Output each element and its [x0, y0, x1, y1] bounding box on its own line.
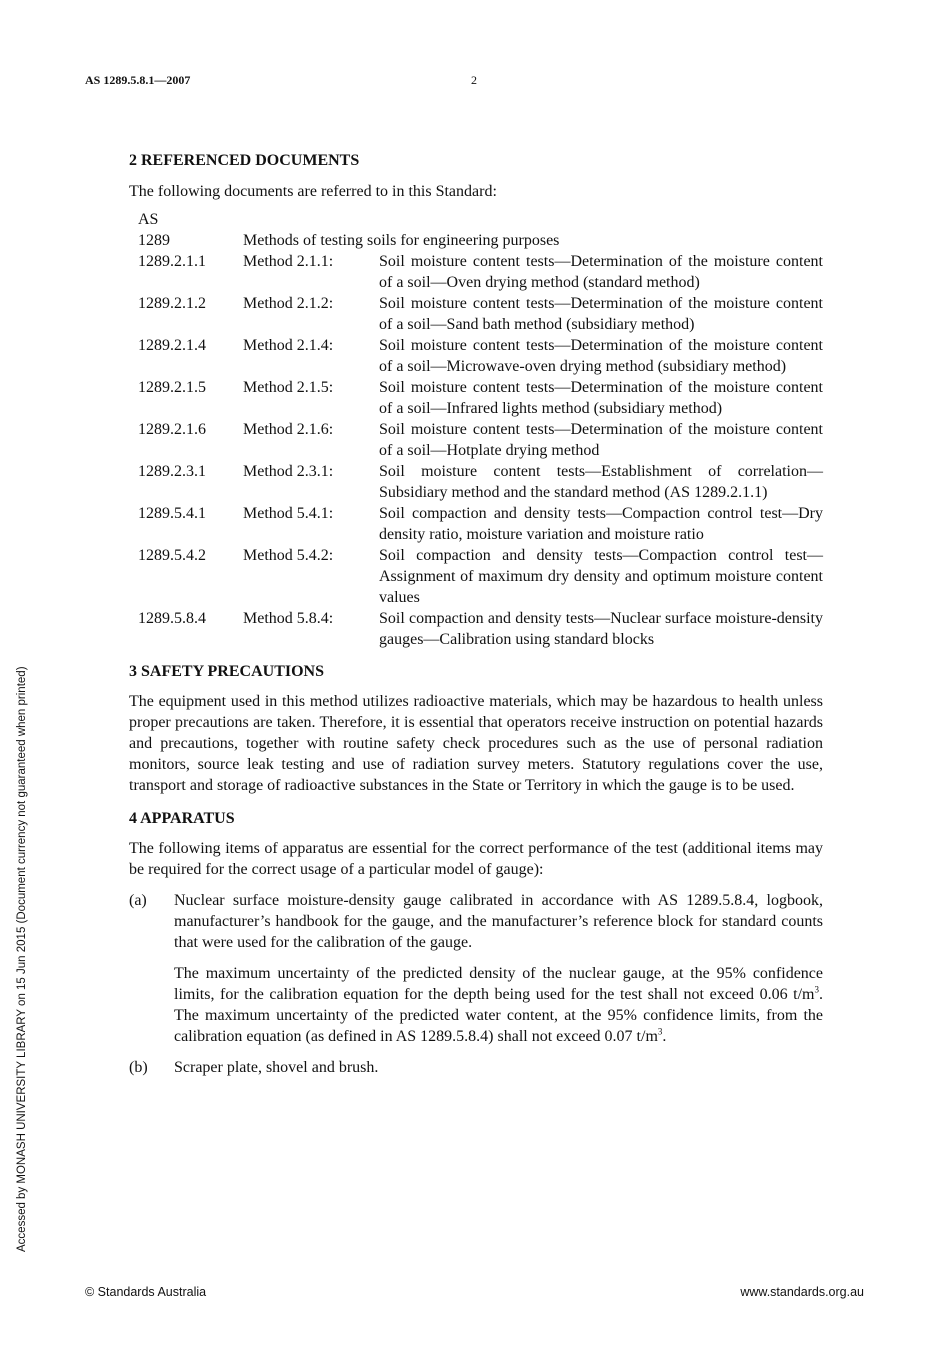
- footer-website: www.standards.org.au: [740, 1285, 864, 1299]
- reference-title: Soil moisture content tests—Establishment of correlation—Subsidiary method and the standard method (AS 1289.2.1.1): [379, 463, 823, 501]
- reference-code: 1289.2.3.1: [138, 463, 206, 480]
- section-2-intro: The following documents are referred to in this Standard:: [129, 183, 497, 200]
- note-text: . The maximum uncertainty of the predicted water content, at the 95% confidence limits, from the calibration equation (as defined in AS 1289.5.8.4) shall not exceed 0.07 t/m: [174, 986, 823, 1045]
- reference-code: 1289.2.1.6: [138, 421, 206, 438]
- section-3-body: The equipment used in this method utilizes radioactive materials, which may be hazardous to health unless proper precautions are taken. Therefore, it is essential that operators receive instruction on potential hazards and precautions, together with routine safety check procedures such as the use of personal radiation monitors, source leak testing and use of radiation survey meters. Statutory regulations cover the use, transport and storage of radioactive substances in the State or Territory in which the gauge is to be used.: [129, 693, 823, 794]
- reference-row: [138, 293, 823, 335]
- reference-row: [138, 335, 823, 377]
- section-3-heading: 3 SAFETY PRECAUTIONS: [129, 663, 324, 680]
- reference-method: Method 5.4.2:: [243, 547, 334, 564]
- reference-method: Method 2.1.6:: [243, 421, 334, 438]
- reference-row: [138, 545, 823, 608]
- note-superscript: 3: [657, 1026, 663, 1037]
- reference-method: Method 2.1.5:: [243, 379, 334, 396]
- page-content: [129, 150, 823, 1078]
- page-number: 2: [471, 73, 477, 87]
- reference-row: [138, 230, 823, 251]
- reference-method: Method 2.1.1:: [243, 253, 334, 270]
- reference-title: Methods of testing soils for engineering purposes: [243, 232, 560, 249]
- reference-code: 1289: [138, 232, 170, 249]
- reference-method: Method 5.8.4:: [243, 610, 334, 627]
- section-2-heading: 2 REFERENCED DOCUMENTS: [129, 152, 360, 169]
- reference-code: 1289.2.1.4: [138, 337, 206, 354]
- reference-method: Method 5.4.1:: [243, 505, 334, 522]
- section-4-intro: The following items of apparatus are essential for the correct performance of the test (additional items may be required for the correct usage of a particular model of gauge):: [129, 840, 823, 878]
- reference-title: Soil moisture content tests—Determination of the moisture content of a soil—Microwave-oven drying method (subsidiary method): [379, 337, 823, 375]
- reference-method: Method 2.1.4:: [243, 337, 334, 354]
- reference-row: [138, 608, 823, 650]
- apparatus-item-a: [129, 890, 823, 1047]
- reference-title: Soil compaction and density tests—Compaction control test—Assignment of maximum dry density and optimum moisture content values: [379, 547, 823, 606]
- reference-row: [138, 251, 823, 293]
- reference-title: Soil moisture content tests—Determination of the moisture content of a soil—Infrared lights method (subsidiary method): [379, 379, 823, 417]
- reference-code: 1289.2.1.2: [138, 295, 206, 312]
- reference-title: Soil compaction and density tests—Nuclear surface moisture-density gauges—Calibration using standard blocks: [379, 610, 823, 648]
- list-label: (b): [129, 1059, 148, 1076]
- access-note: Accessed by MONASH UNIVERSITY LIBRARY on 15 Jun 2015 (Document currency not guaranteed when printed): [16, 666, 28, 1252]
- reference-title: Soil compaction and density tests—Compaction control test—Dry density ratio, moisture variation and moisture ratio: [379, 505, 823, 543]
- reference-row: [138, 461, 823, 503]
- list-label: (a): [129, 892, 147, 909]
- reference-method: Method 2.3.1:: [243, 463, 334, 480]
- apparatus-item-b: [129, 1057, 823, 1078]
- apparatus-item-a-text: Nuclear surface moisture-density gauge calibrated in accordance with AS 1289.5.8.4, logbook, manufacturer’s handbook for the gauge, and the manufacturer’s reference block for standard counts that were used for the calibration of the gauge.: [174, 892, 823, 951]
- reference-title: Soil moisture content tests—Determination of the moisture content of a soil—Oven drying method (standard method): [379, 253, 823, 291]
- reference-method: Method 2.1.2:: [243, 295, 334, 312]
- reference-code: 1289.5.4.1: [138, 505, 206, 522]
- series-label: AS: [138, 211, 159, 228]
- note-superscript: 3: [814, 984, 819, 995]
- reference-row: [138, 419, 823, 461]
- section-4-heading: 4 APPARATUS: [129, 810, 235, 827]
- reference-row: [138, 377, 823, 419]
- document-id: AS 1289.5.8.1—2007: [85, 73, 191, 87]
- uncertainty-note: [174, 963, 823, 1047]
- note-text: The maximum uncertainty of the predicted density of the nuclear gauge, at the 95% confidence limits, for the calibration equation for the depth being used for the test shall not exceed 0.06 t/m: [174, 965, 823, 1003]
- reference-code: 1289.2.1.1: [138, 253, 206, 270]
- reference-code: 1289.5.4.2: [138, 547, 206, 564]
- apparatus-item-b-text: Scraper plate, shovel and brush.: [174, 1059, 379, 1076]
- footer-copyright: © Standards Australia: [85, 1285, 207, 1299]
- reference-code: 1289.2.1.5: [138, 379, 206, 396]
- list-body: [174, 890, 823, 1047]
- note-text: .: [662, 1028, 667, 1045]
- reference-title: Soil moisture content tests—Determination of the moisture content of a soil—Sand bath method (subsidiary method): [379, 295, 823, 333]
- referenced-documents-list: [138, 209, 823, 650]
- reference-row: [138, 503, 823, 545]
- reference-title: Soil moisture content tests—Determination of the moisture content of a soil—Hotplate drying method: [379, 421, 823, 459]
- reference-code: 1289.5.8.4: [138, 610, 206, 627]
